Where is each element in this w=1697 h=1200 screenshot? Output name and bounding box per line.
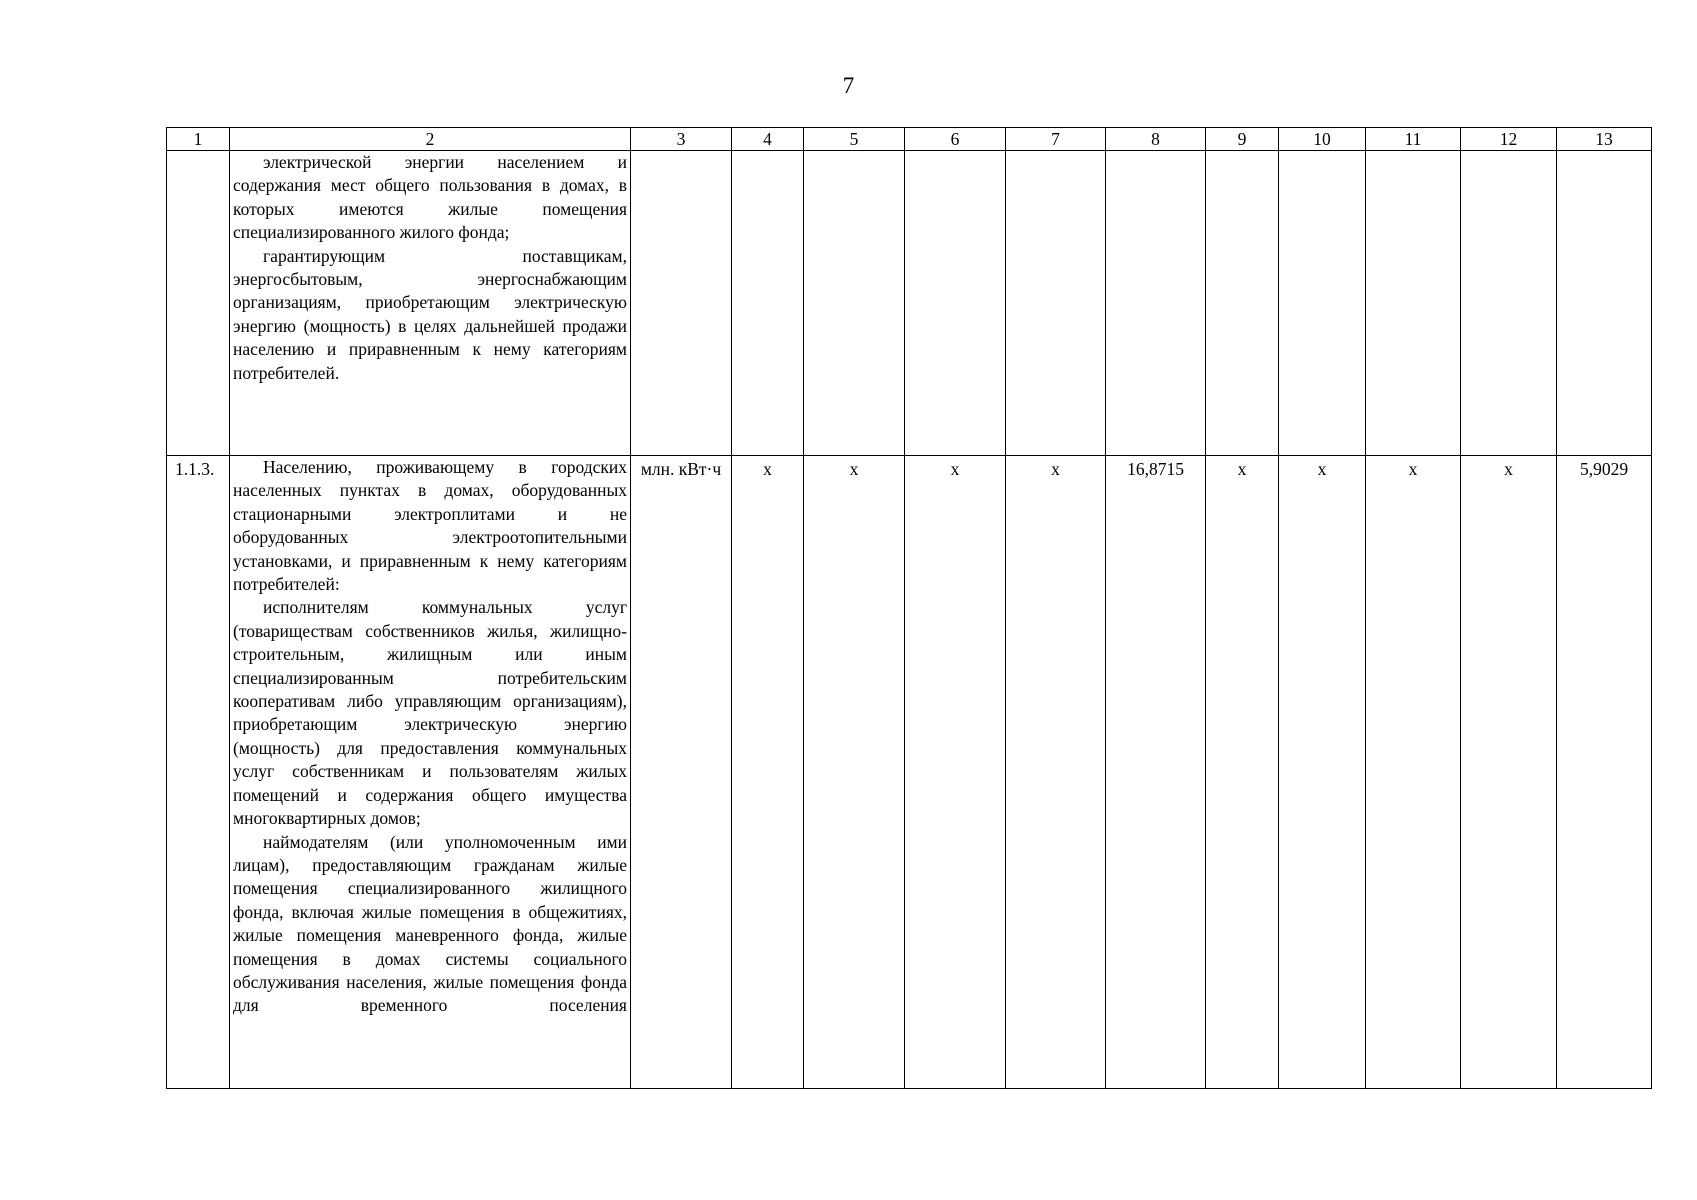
column-header: 9 (1206, 128, 1279, 151)
column-header: 1 (167, 128, 230, 151)
value-cell: х (1461, 456, 1557, 1089)
column-header: 6 (905, 128, 1006, 151)
table-cell (905, 151, 1006, 456)
description-paragraph: наймодателям (или уполномоченным ими лицам), предоставляющим гражданам жилые помещения специализированного жилищного фонда, включая жилые помещения в общежитиях, жилые помещения маневренного фонда, жилые помещения в домах системы социального обслуживания населения, жилые помещения фонда для временного поселения (233, 831, 627, 1016)
unit-cell: млн. кВт·ч (631, 456, 732, 1089)
value-cell: х (1366, 456, 1461, 1089)
row-number (167, 151, 230, 456)
value-cell: х (1206, 456, 1279, 1089)
row-description (230, 456, 631, 1089)
table-cell (1106, 151, 1206, 456)
row-description (230, 151, 631, 456)
table-header-row (167, 128, 1652, 151)
description-paragraph: гарантирующим поставщикам, энергосбытовым, энергоснабжающим организациям, приобретающим электрическую энергию (мощность) в целях дальнейшей продажи населению и приравненным к нему категориям потребителей. (233, 245, 627, 383)
column-header: 12 (1461, 128, 1557, 151)
table-cell (1557, 151, 1652, 456)
value-cell: х (1279, 456, 1366, 1089)
value-cell: х (905, 456, 1006, 1089)
table-row (167, 456, 1652, 1089)
table-cell (1006, 151, 1106, 456)
column-header: 4 (732, 128, 804, 151)
column-header: 3 (631, 128, 732, 151)
value-cell: х (804, 456, 905, 1089)
description-paragraph: электрической энергии населением и содержания мест общего пользования в домах, в которых имеются жилые помещения специализированного жилого фонда; (233, 152, 627, 243)
column-header: 8 (1106, 128, 1206, 151)
page-number: 7 (842, 73, 855, 98)
value-cell: 5,9029 (1557, 456, 1652, 1089)
value-cell: х (1006, 456, 1106, 1089)
description-paragraph: исполнителям коммунальных услуг (товариществам собственников жилья, жилищно-строительным, жилищным или иным специализированным потребительским кооперативам либо управляющим организациям), приобретающим электрическую энергию (мощность) для предоставления коммунальных услуг собственникам и пользователям жилых помещений и содержания общего имущества многоквартирных домов; (233, 597, 627, 829)
table-cell (1366, 151, 1461, 456)
table-cell (1279, 151, 1366, 456)
column-header: 13 (1557, 128, 1652, 151)
table-cell (1461, 151, 1557, 456)
column-header: 11 (1366, 128, 1461, 151)
table-row (167, 151, 1652, 456)
column-header: 7 (1006, 128, 1106, 151)
column-header: 10 (1279, 128, 1366, 151)
table-cell (1206, 151, 1279, 456)
value-cell: 16,8715 (1106, 456, 1206, 1089)
table-cell (631, 151, 732, 456)
value-cell: х (732, 456, 804, 1089)
description-paragraph: Населению, проживающему в городских населенных пунктах в домах, оборудованных стационарными электроплитами и не оборудованных электроотопительными установками, и приравненным к нему категориям потребителей: (233, 457, 627, 595)
table-cell (804, 151, 905, 456)
column-header: 5 (804, 128, 905, 151)
tariff-table (166, 127, 1652, 1089)
row-number: 1.1.3. (167, 456, 230, 1089)
column-header: 2 (230, 128, 631, 151)
table-cell (732, 151, 804, 456)
